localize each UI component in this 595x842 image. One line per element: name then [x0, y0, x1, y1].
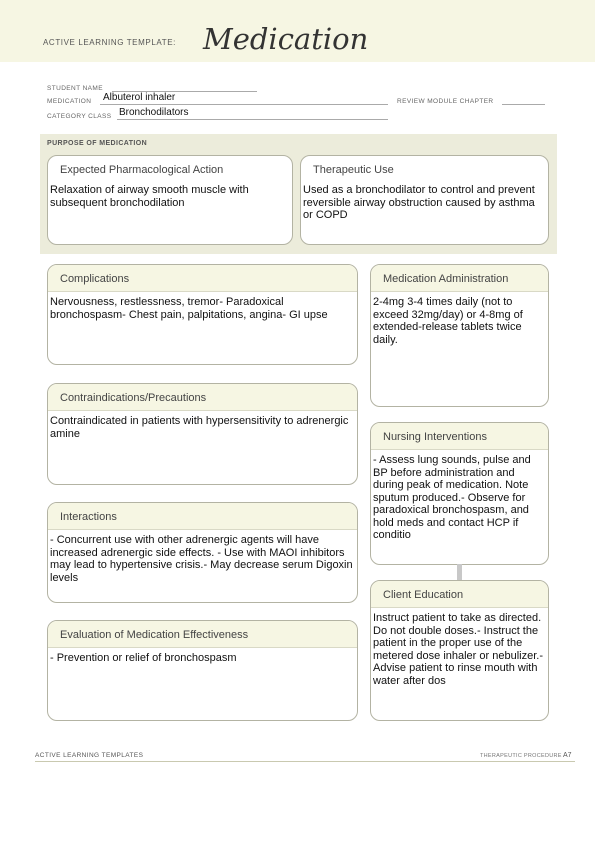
nursing-interventions-box: [370, 422, 549, 565]
medication-field[interactable]: Albuterol inhaler: [103, 92, 176, 103]
evaluation-title: Evaluation of Medication Effectiveness: [48, 621, 357, 648]
footer-divider: [35, 761, 575, 762]
category-class-line: [117, 119, 388, 120]
template-label: ACTIVE LEARNING TEMPLATE:: [43, 38, 176, 47]
client-education-text[interactable]: Instruct patient to take as directed. Do not double doses.- Instruct the patient in the proper use of the metered dose inhaler or nebulizer.- Advise patient to rinse mouth with water after dos: [373, 612, 543, 687]
connector-bar: [457, 564, 462, 580]
therapeutic-use-title: Therapeutic Use: [313, 164, 394, 176]
footer-right-label: THERAPEUTIC PROCEDURE: [480, 753, 562, 759]
evaluation-text[interactable]: - Prevention or relief of bronchospasm: [50, 652, 237, 664]
evaluation-box: [47, 620, 358, 721]
category-class-field[interactable]: Bronchodilators: [119, 107, 189, 118]
client-education-title: Client Education: [371, 581, 548, 608]
expected-action-text[interactable]: Relaxation of airway smooth muscle with subsequent bronchodilation: [50, 184, 249, 209]
medication-line: [100, 104, 388, 105]
review-module-line: [502, 104, 545, 105]
complications-box: [47, 264, 358, 365]
therapeutic-use-text[interactable]: Used as a bronchodilator to control and prevent reversible airway obstruction caused by asthma or COPD: [303, 184, 535, 221]
administration-box: [370, 264, 549, 407]
contraindications-box: [47, 383, 358, 485]
client-education-box: [370, 580, 549, 721]
nursing-interventions-title: Nursing Interventions: [371, 423, 548, 450]
review-module-label: REVIEW MODULE CHAPTER: [397, 98, 494, 105]
interactions-text[interactable]: - Concurrent use with other adrenergic agents will have increased adrenergic side effects. - Use with MAOI inhibitors may lead to hypertensive crisis.- May decrease serum Digoxin levels: [50, 534, 353, 584]
therapeutic-use-box: [300, 155, 549, 245]
footer-left-label: ACTIVE LEARNING TEMPLATES: [35, 752, 144, 759]
complications-text[interactable]: Nervousness, restlessness, tremor- Paradoxical bronchospasm- Chest pain, palpitations, angina- GI upse: [50, 296, 328, 321]
nursing-interventions-text[interactable]: - Assess lung sounds, pulse and BP before administration and during peak of medication. Note sputum produced.- Observe for paradoxical bronchospasm, and hold meds and contact HCP if conditio: [373, 454, 531, 541]
interactions-box: [47, 502, 358, 603]
purpose-label: PURPOSE OF MEDICATION: [47, 140, 148, 147]
contraindications-title: Contraindications/Precautions: [48, 384, 357, 411]
administration-title: Medication Administration: [371, 265, 548, 292]
complications-title: Complications: [48, 265, 357, 292]
expected-action-title: Expected Pharmacological Action: [60, 164, 224, 176]
student-name-label: STUDENT NAME: [47, 85, 103, 92]
footer-page-code: A7: [563, 752, 572, 759]
expected-action-box: [47, 155, 293, 245]
page-title: Medication: [203, 22, 369, 56]
medication-label: MEDICATION: [47, 98, 92, 105]
contraindications-text[interactable]: Contraindicated in patients with hypersensitivity to adrenergic amine: [50, 415, 349, 440]
category-class-label: CATEGORY CLASS: [47, 113, 112, 120]
administration-text[interactable]: 2-4mg 3-4 times daily (not to exceed 32mg/day) or 4-8mg of extended-release tablets twice daily.: [373, 296, 523, 346]
interactions-title: Interactions: [48, 503, 357, 530]
